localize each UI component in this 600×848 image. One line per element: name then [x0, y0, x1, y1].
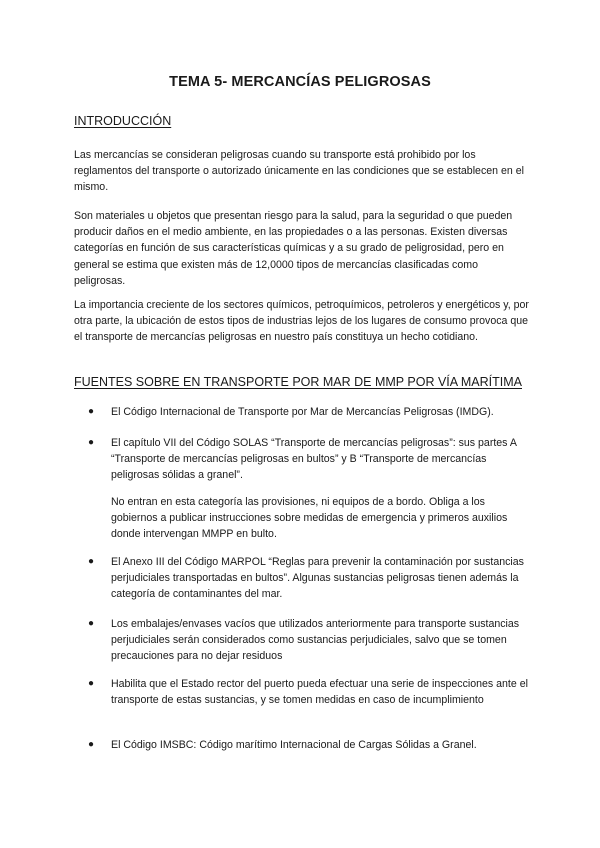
intro-paragraph-1: Las mercancías se consideran peligrosas cuando su transporte está prohibido por los reglamentos del transporte o autorizado únicamente en las condiciones que se establecen en el mismo.	[74, 149, 524, 194]
list-item-text: Los embalajes/envases vacíos que utilizados anteriormente para transporte sustancias perjudiciales serán considerados como sustancias perjudiciales, salvo que se tomen precauciones para no dejar residuos	[111, 618, 520, 663]
intro-heading: INTRODUCCIÓN	[74, 114, 172, 128]
list-item	[74, 435, 534, 484]
list-item-text: Habilita que el Estado rector del puerto pueda efectuar una serie de inspecciones ante el transporte de estas sustancias, y se tomen medidas en caso de incumplimiento	[111, 678, 528, 707]
list-item	[74, 676, 534, 708]
bullet-icon: ●	[88, 556, 95, 567]
list-item	[74, 737, 534, 753]
bullet-icon: ●	[88, 618, 95, 629]
list-item	[74, 404, 534, 420]
list-item	[74, 554, 534, 603]
intro-paragraph-2: Son materiales u objetos que presentan riesgo para la salud, para la seguridad o que pueden producir daños en el medio ambiente, en las propiedades o a las personas. Existen diversas categorías en función de sus características químicas y a su grado de peligrosidad, pero en general se estima que existen más de 12,0000 tipos de mercancías clasificadas como peligrosas.	[74, 210, 513, 287]
sources-heading: FUENTES SOBRE EN TRANSPORTE POR MAR DE MMP POR VÍA MARÍTIMA	[74, 375, 522, 389]
list-item	[74, 616, 534, 665]
bullet-icon: ●	[88, 739, 95, 750]
list-item-text: El Código IMSBC: Código marítimo Internacional de Cargas Sólidas a Granel.	[111, 739, 477, 751]
list-item-text: El Anexo III del Código MARPOL “Reglas para prevenir la contaminación por sustancias perjudiciales transportadas en bultos”. Algunas sustancias peligrosas tienen además la categoría de contaminantes del mar.	[111, 556, 524, 601]
list-item-text: El Código Internacional de Transporte por Mar de Mercancías Peligrosas (IMDG).	[111, 406, 494, 418]
bullet-icon: ●	[88, 406, 95, 417]
intro-paragraph-3: La importancia creciente de los sectores químicos, petroquímicos, petroleros y energéticos y, por otra parte, la ubicación de estos tipos de industrias lejos de los lugares de consumo provoca que el transporte de mercancías peligrosas en nuestro país constituya un hecho cotidiano.	[74, 299, 529, 344]
bullet-icon: ●	[88, 437, 95, 448]
document-title: TEMA 5- MERCANCÍAS PELIGROSAS	[169, 74, 431, 90]
solas-note: No entran en esta categoría las provisiones, ni equipos de a bordo. Obliga a los gobiernos a publicar instrucciones sobre medidas de emergencia y primeros auxilios donde intervengan MMPP en bulto.	[111, 496, 508, 541]
bullet-icon: ●	[88, 678, 95, 689]
list-item-text: El capítulo VII del Código SOLAS “Transporte de mercancías peligrosas”: sus partes A “Transporte de mercancías peligrosas en bultos” y B “Transporte de mercancías peligrosas sólidas a granel”.	[111, 437, 517, 482]
